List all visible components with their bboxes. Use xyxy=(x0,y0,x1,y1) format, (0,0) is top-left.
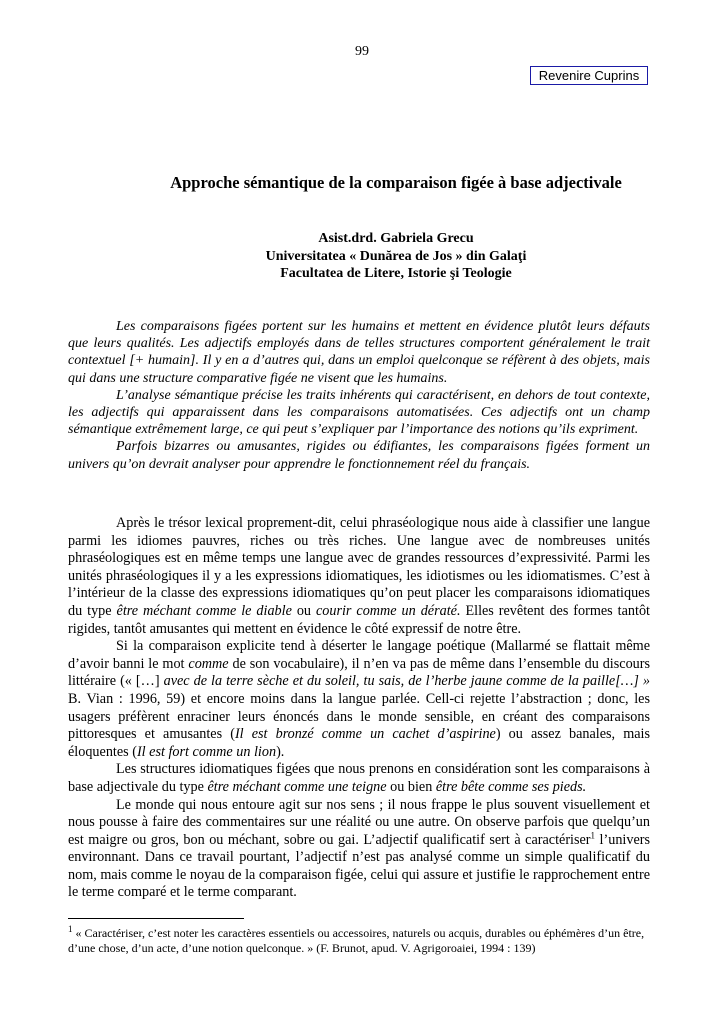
author-faculty: Facultatea de Litere, Istorie şi Teologie xyxy=(280,266,512,281)
author-university: Universitatea « Dunărea de Jos » din Galaţi xyxy=(265,248,527,264)
body-paragraph: Si la comparaison explicite tend à déserter le langage poétique (Mallarmé se flattait même d’avoir banni le mot comme de son vocabulaire), il n’en va pas de même dans l’ensemble du discours littéraire (« […] avec de la terre sèche et du soleil, tu sais, de l’herbe jaune comme de la paille[…] » B. Vian : 1996, 59) et encore moins dans la langue parlée. Cell-ci rejette l’abstraction ; donc, les usagers préfèrent enraciner leurs énoncés dans le monde sensible, en créant des comparaisons pittoresques et amusantes (Il est bronzé comme un cachet d’aspirine) ou assez banales, mais éloquentes (Il est fort comme un lion). xyxy=(68,638,651,760)
abstract xyxy=(68,318,650,473)
body-paragraph: Les structures idiomatiques figées que nous prenons en considération sont les comparaisons à base adjectivale du type être méchant comme une teigne ou bien être bête comme ses pieds. xyxy=(68,761,650,795)
abstract-paragraph: L’analyse sémantique précise les traits inhérents qui caractérisent, en dehors de tout contexte, les adjectifs qui apparaissent dans les comparaisons automatisées. Ces adjectifs ont un champ sémantique extrêmement large, ce qui peut s’expliquer par l’importance des notions qu’ils expriment. xyxy=(68,387,650,438)
page-number: 99 xyxy=(355,44,369,59)
article-body xyxy=(68,515,650,902)
back-to-contents-link[interactable]: Revenire Cuprins xyxy=(530,66,648,85)
footnote-text: « Caractériser, c’est noter les caractères essentiels ou accessoires, naturels ou acquis, durables ou éphémères d’un être, d’une chose, d’un acte, d’une notion quelconque. » (F. Brunot, apud. V. Agrigoroaiei, 1994 : 139) xyxy=(68,926,645,955)
footnote-reference[interactable]: 1 xyxy=(590,829,596,840)
abstract-paragraph: Les comparaisons figées portent sur les humains et mettent en évidence plutôt leurs défauts que leurs qualités. Les adjectifs employés dans de telles structures comportent généralement le trait contextuel [+ humain]. Il y en a d’autres qui, dans un emploi quelconque se réfèrent à des objets, mais qui dans une structure comparative figée ne visent que les humains. xyxy=(68,319,650,386)
footnote-marker: 1 xyxy=(68,924,73,934)
article-title: Approche sémantique de la comparaison figée à base adjectivale xyxy=(170,173,622,192)
footnote-separator xyxy=(68,918,244,919)
abstract-paragraph: Parfois bizarres ou amusantes, rigides ou édifiantes, les comparaisons figées forment un univers qu’on devrait analyser pour apprendre le fonctionnement réel du français. xyxy=(68,439,650,472)
body-paragraph: Après le trésor lexical proprement-dit, celui phraséologique nous aide à classifier une langue parmi les idiomes pauvres, riches ou très riches. Une langue avec de nombreuses unités phraséologiques est en même temps une langue avec de grandes ressources d’expressivité. Parmi les unités phraséologiques il y a les expressions idiomatiques, les idiotismes ou les idiomatismes. C’est à l’intérieur de la classe des expressions idiomatiques qu’on peut placer les comparaisons idiomatiques du type être méchant comme le diable ou courir comme un dératé. Elles revêtent des formes tantôt rigides, tantôt amusantes qui mettent en évidence le côté expressif de notre être. xyxy=(68,515,650,637)
footnote xyxy=(68,926,654,956)
author-block xyxy=(68,230,724,283)
author-name: Asist.drd. Gabriela Grecu xyxy=(318,231,474,246)
body-paragraph: Le monde qui nous entoure agit sur nos sens ; il nous frappe le plus souvent visuellement et nous pousse à faire des commentaires sur une réalité ou une autre. On observe parfois que quelqu’un est maigre ou gros, bon ou méchant, sobre ou gai. L’adjectif qualificatif sert à caractériser$^1$ l’univers environnant. Dans ce travail pourtant, l’adjectif n’est pas analysé comme un simple qualificatif du nom, mais comme le noyau de la comparaison figée, celui qui assure et justifie le rapprochement entre le terme comparé et le terme comparant. xyxy=(68,796,650,901)
